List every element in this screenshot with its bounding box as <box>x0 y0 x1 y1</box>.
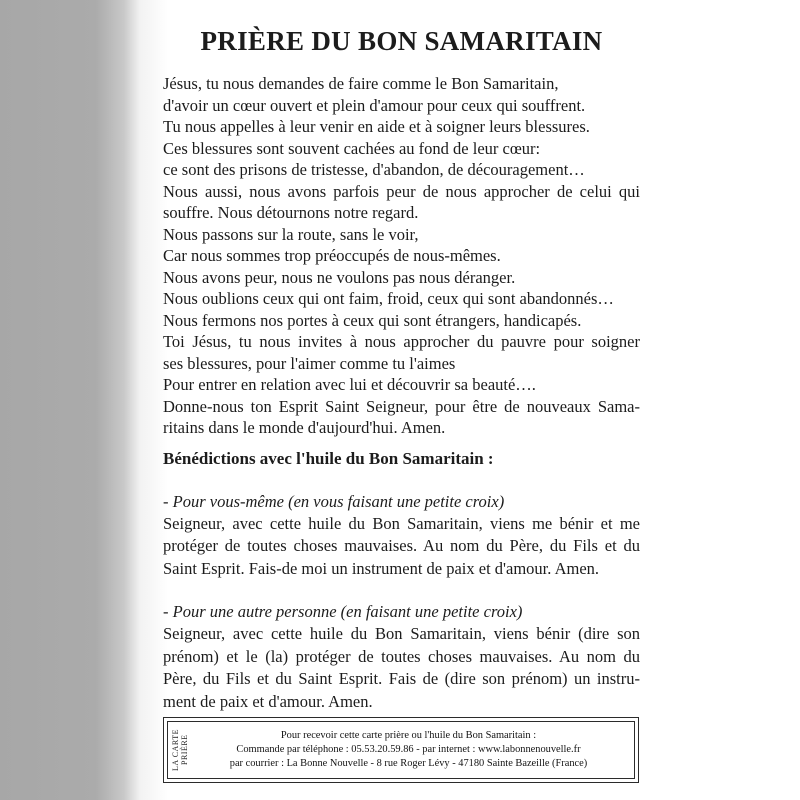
prayer-line: Nous fermons nos portes à ceux qui sont étrangers, handicapés. <box>163 310 582 330</box>
contact-info-line: Commande par téléphone : 05.53.20.59.86 - par internet : www.labonnenouvelle.fr <box>236 744 581 756</box>
contact-info-line: par courrier : La Bonne Nouvelle - 8 rue Roger Lévy - 47180 Sainte Bazeille (France) <box>229 757 588 769</box>
prayer-line: Toi Jésus, tu nous invites à nous approcher du pauvre pour soigner <box>163 332 640 351</box>
benedictions-heading: Bénédictions avec l'huile du Bon Samaritain : <box>163 448 494 468</box>
benediction-line: Seigneur, avec cette huile du Bon Samaritain, viens bénir (dire son <box>163 624 640 643</box>
prayer-line: d'avoir un cœur ouvert et plein d'amour pour ceux qui souffrent. <box>163 95 586 115</box>
prayer-line: Donne-nous ton Esprit Saint Seigneur, pour être de nouveaux Sama- <box>163 396 640 416</box>
prayer-line: ritains dans le monde d'aujourd'hui. Amen. <box>163 418 446 437</box>
benediction-line: ment de paix et d'amour. Amen. <box>163 691 373 711</box>
benediction-text-self <box>163 513 640 581</box>
prayer-line: ce sont des prisons de tristesse, d'abandon, de découragement… <box>163 160 585 179</box>
prayer-card <box>133 0 668 800</box>
benediction-line: prénom) et le (la) protéger de toutes choses mauvaises. Au nom du <box>163 646 640 666</box>
prayer-line: Ces blessures sont souvent cachées au fond de leur cœur: <box>163 138 541 158</box>
prayer-line: ses blessures, pour l'aimer comme tu l'aimes <box>163 353 456 373</box>
side-label-la-carte-priere <box>171 724 189 776</box>
prayer-text-block <box>163 73 640 439</box>
prayer-line: Nous aussi, nous avons parfois peur de nous approcher de celui qui <box>163 181 640 201</box>
prayer-line: Nous oublions ceux qui ont faim, froid, ceux qui sont abandonnés… <box>163 289 614 308</box>
prayer-line: Tu nous appelles à leur venir en aide et à soigner leurs blessures. <box>163 117 590 136</box>
benediction-line: protéger de toutes choses mauvaises. Au nom du Père, du Fils et du <box>163 536 640 555</box>
prayer-line: souffre. Nous détournons notre regard. <box>163 203 419 222</box>
prayer-line: Car nous sommes trop préoccupés de nous-mêmes. <box>163 246 501 265</box>
prayer-line: Pour entrer en relation avec lui et découvrir sa beauté…. <box>163 375 536 394</box>
benediction-subtitle-other: - Pour une autre personne (en faisant une petite croix) <box>163 602 523 621</box>
contact-info-text <box>189 729 628 770</box>
benediction-line: Père, du Fils et du Saint Esprit. Fais de (dire son prénom) un instru- <box>163 669 640 688</box>
benediction-line: Seigneur, avec cette huile du Bon Samaritain, viens me bénir et me <box>163 513 640 533</box>
benediction-subtitle-self: - Pour vous-même (en vous faisant une petite croix) <box>163 491 505 511</box>
card-content <box>133 26 668 713</box>
page-title: PRIÈRE DU BON SAMARITAIN <box>200 26 603 56</box>
contact-info-line: Pour recevoir cette carte prière ou l'huile du Bon Samaritain : <box>280 730 537 742</box>
prayer-line: Nous passons sur la route, sans le voir, <box>163 224 419 244</box>
contact-info-box <box>163 717 639 783</box>
side-label-line: LA CARTE <box>171 729 180 771</box>
contact-info-inner-border <box>167 721 635 779</box>
prayer-line: Jésus, tu nous demandes de faire comme le Bon Samaritain, <box>163 74 559 93</box>
benediction-text-other <box>163 623 640 713</box>
prayer-line: Nous avons peur, nous ne voulons pas nous déranger. <box>163 267 516 287</box>
side-label-line: PRIÈRE <box>180 734 189 766</box>
benediction-line: Saint Esprit. Fais-de moi un instrument de paix et d'amour. Amen. <box>163 558 600 578</box>
